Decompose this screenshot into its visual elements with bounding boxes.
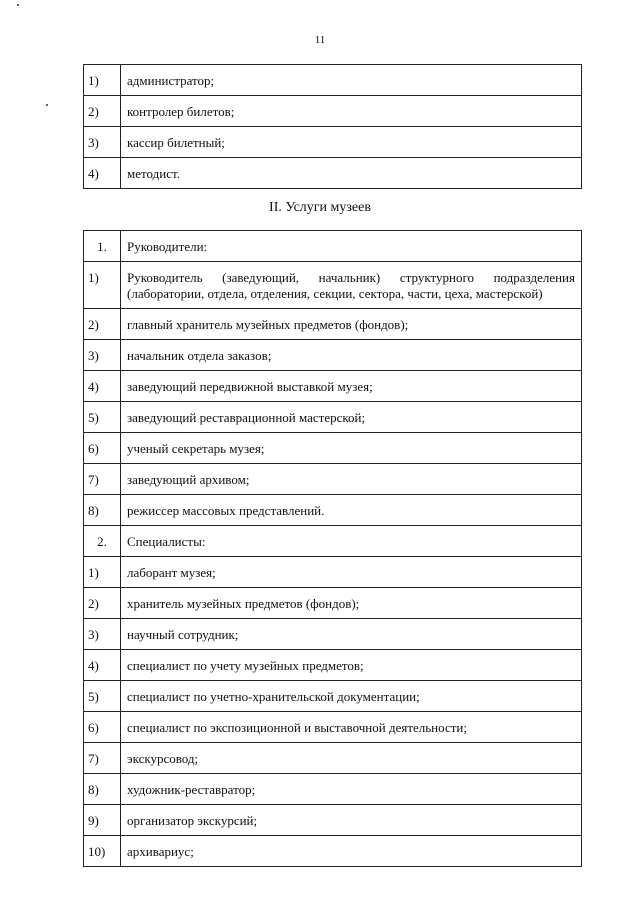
table-row xyxy=(84,774,582,805)
row-text: Руководитель (заведующий, начальник) структурного подразделения (лаборатории, отдела, отделения, секции, сектора, части, цеха, мастерской) xyxy=(121,262,582,309)
row-number: 4) xyxy=(84,650,121,681)
row-number: 8) xyxy=(84,774,121,805)
row-text: главный хранитель музейных предметов (фондов); xyxy=(121,309,582,340)
row-number: 3) xyxy=(84,619,121,650)
row-number: 5) xyxy=(84,681,121,712)
row-text: начальник отдела заказов; xyxy=(121,340,582,371)
category-title: Руководители: xyxy=(121,231,582,262)
table-row xyxy=(84,743,582,774)
row-text: заведующий передвижной выставкой музея; xyxy=(121,371,582,402)
row-text: архивариус; xyxy=(121,836,582,867)
table-row xyxy=(84,681,582,712)
row-text: лаборант музея; xyxy=(121,557,582,588)
table-row xyxy=(84,619,582,650)
row-number: 4) xyxy=(84,158,121,189)
row-text: заведующий архивом; xyxy=(121,464,582,495)
table-row xyxy=(84,65,582,96)
row-number: 1) xyxy=(84,262,121,309)
row-number: 6) xyxy=(84,712,121,743)
table-row xyxy=(84,805,582,836)
category-row xyxy=(84,231,582,262)
row-text: методист. xyxy=(121,158,582,189)
table-row xyxy=(84,836,582,867)
row-number: 1) xyxy=(84,557,121,588)
row-text: специалист по экспозиционной и выставочной деятельности; xyxy=(121,712,582,743)
row-number: 6) xyxy=(84,433,121,464)
table-row xyxy=(84,158,582,189)
staff-table-1 xyxy=(83,64,582,189)
category-title: Специалисты: xyxy=(121,526,582,557)
row-text: организатор экскурсий; xyxy=(121,805,582,836)
scan-speck xyxy=(46,104,48,106)
table-row xyxy=(84,127,582,158)
row-text: специалист по учету музейных предметов; xyxy=(121,650,582,681)
scan-speck xyxy=(17,4,19,6)
row-number: 5) xyxy=(84,402,121,433)
row-text: режиссер массовых представлений. xyxy=(121,495,582,526)
row-text: заведующий реставрационной мастерской; xyxy=(121,402,582,433)
table-row xyxy=(84,262,582,309)
row-number: 2) xyxy=(84,309,121,340)
staff-table-2 xyxy=(83,230,582,867)
row-text: научный сотрудник; xyxy=(121,619,582,650)
row-text: специалист по учетно-хранительской документации; xyxy=(121,681,582,712)
table-row xyxy=(84,371,582,402)
table-row xyxy=(84,650,582,681)
table-row xyxy=(84,309,582,340)
row-text: контролер билетов; xyxy=(121,96,582,127)
row-number: 3) xyxy=(84,127,121,158)
table-row xyxy=(84,712,582,743)
row-number: 8) xyxy=(84,495,121,526)
row-number: 9) xyxy=(84,805,121,836)
category-number: 1. xyxy=(84,231,121,262)
row-text: ученый секретарь музея; xyxy=(121,433,582,464)
page-number: 11 xyxy=(314,34,326,46)
row-text: художник-реставратор; xyxy=(121,774,582,805)
row-text: администратор; xyxy=(121,65,582,96)
table-row xyxy=(84,402,582,433)
table-row xyxy=(84,588,582,619)
row-number: 1) xyxy=(84,65,121,96)
row-number: 4) xyxy=(84,371,121,402)
category-number: 2. xyxy=(84,526,121,557)
row-text: экскурсовод; xyxy=(121,743,582,774)
table-row xyxy=(84,464,582,495)
row-number: 2) xyxy=(84,588,121,619)
table-row xyxy=(84,495,582,526)
row-number: 2) xyxy=(84,96,121,127)
row-number: 7) xyxy=(84,464,121,495)
row-text: кассир билетный; xyxy=(121,127,582,158)
section-heading: II. Услуги музеев xyxy=(269,200,371,215)
table-row xyxy=(84,557,582,588)
table-row xyxy=(84,96,582,127)
row-text: хранитель музейных предметов (фондов); xyxy=(121,588,582,619)
row-number: 3) xyxy=(84,340,121,371)
table-row xyxy=(84,433,582,464)
row-number: 10) xyxy=(84,836,121,867)
table-row xyxy=(84,340,582,371)
row-number: 7) xyxy=(84,743,121,774)
category-row xyxy=(84,526,582,557)
